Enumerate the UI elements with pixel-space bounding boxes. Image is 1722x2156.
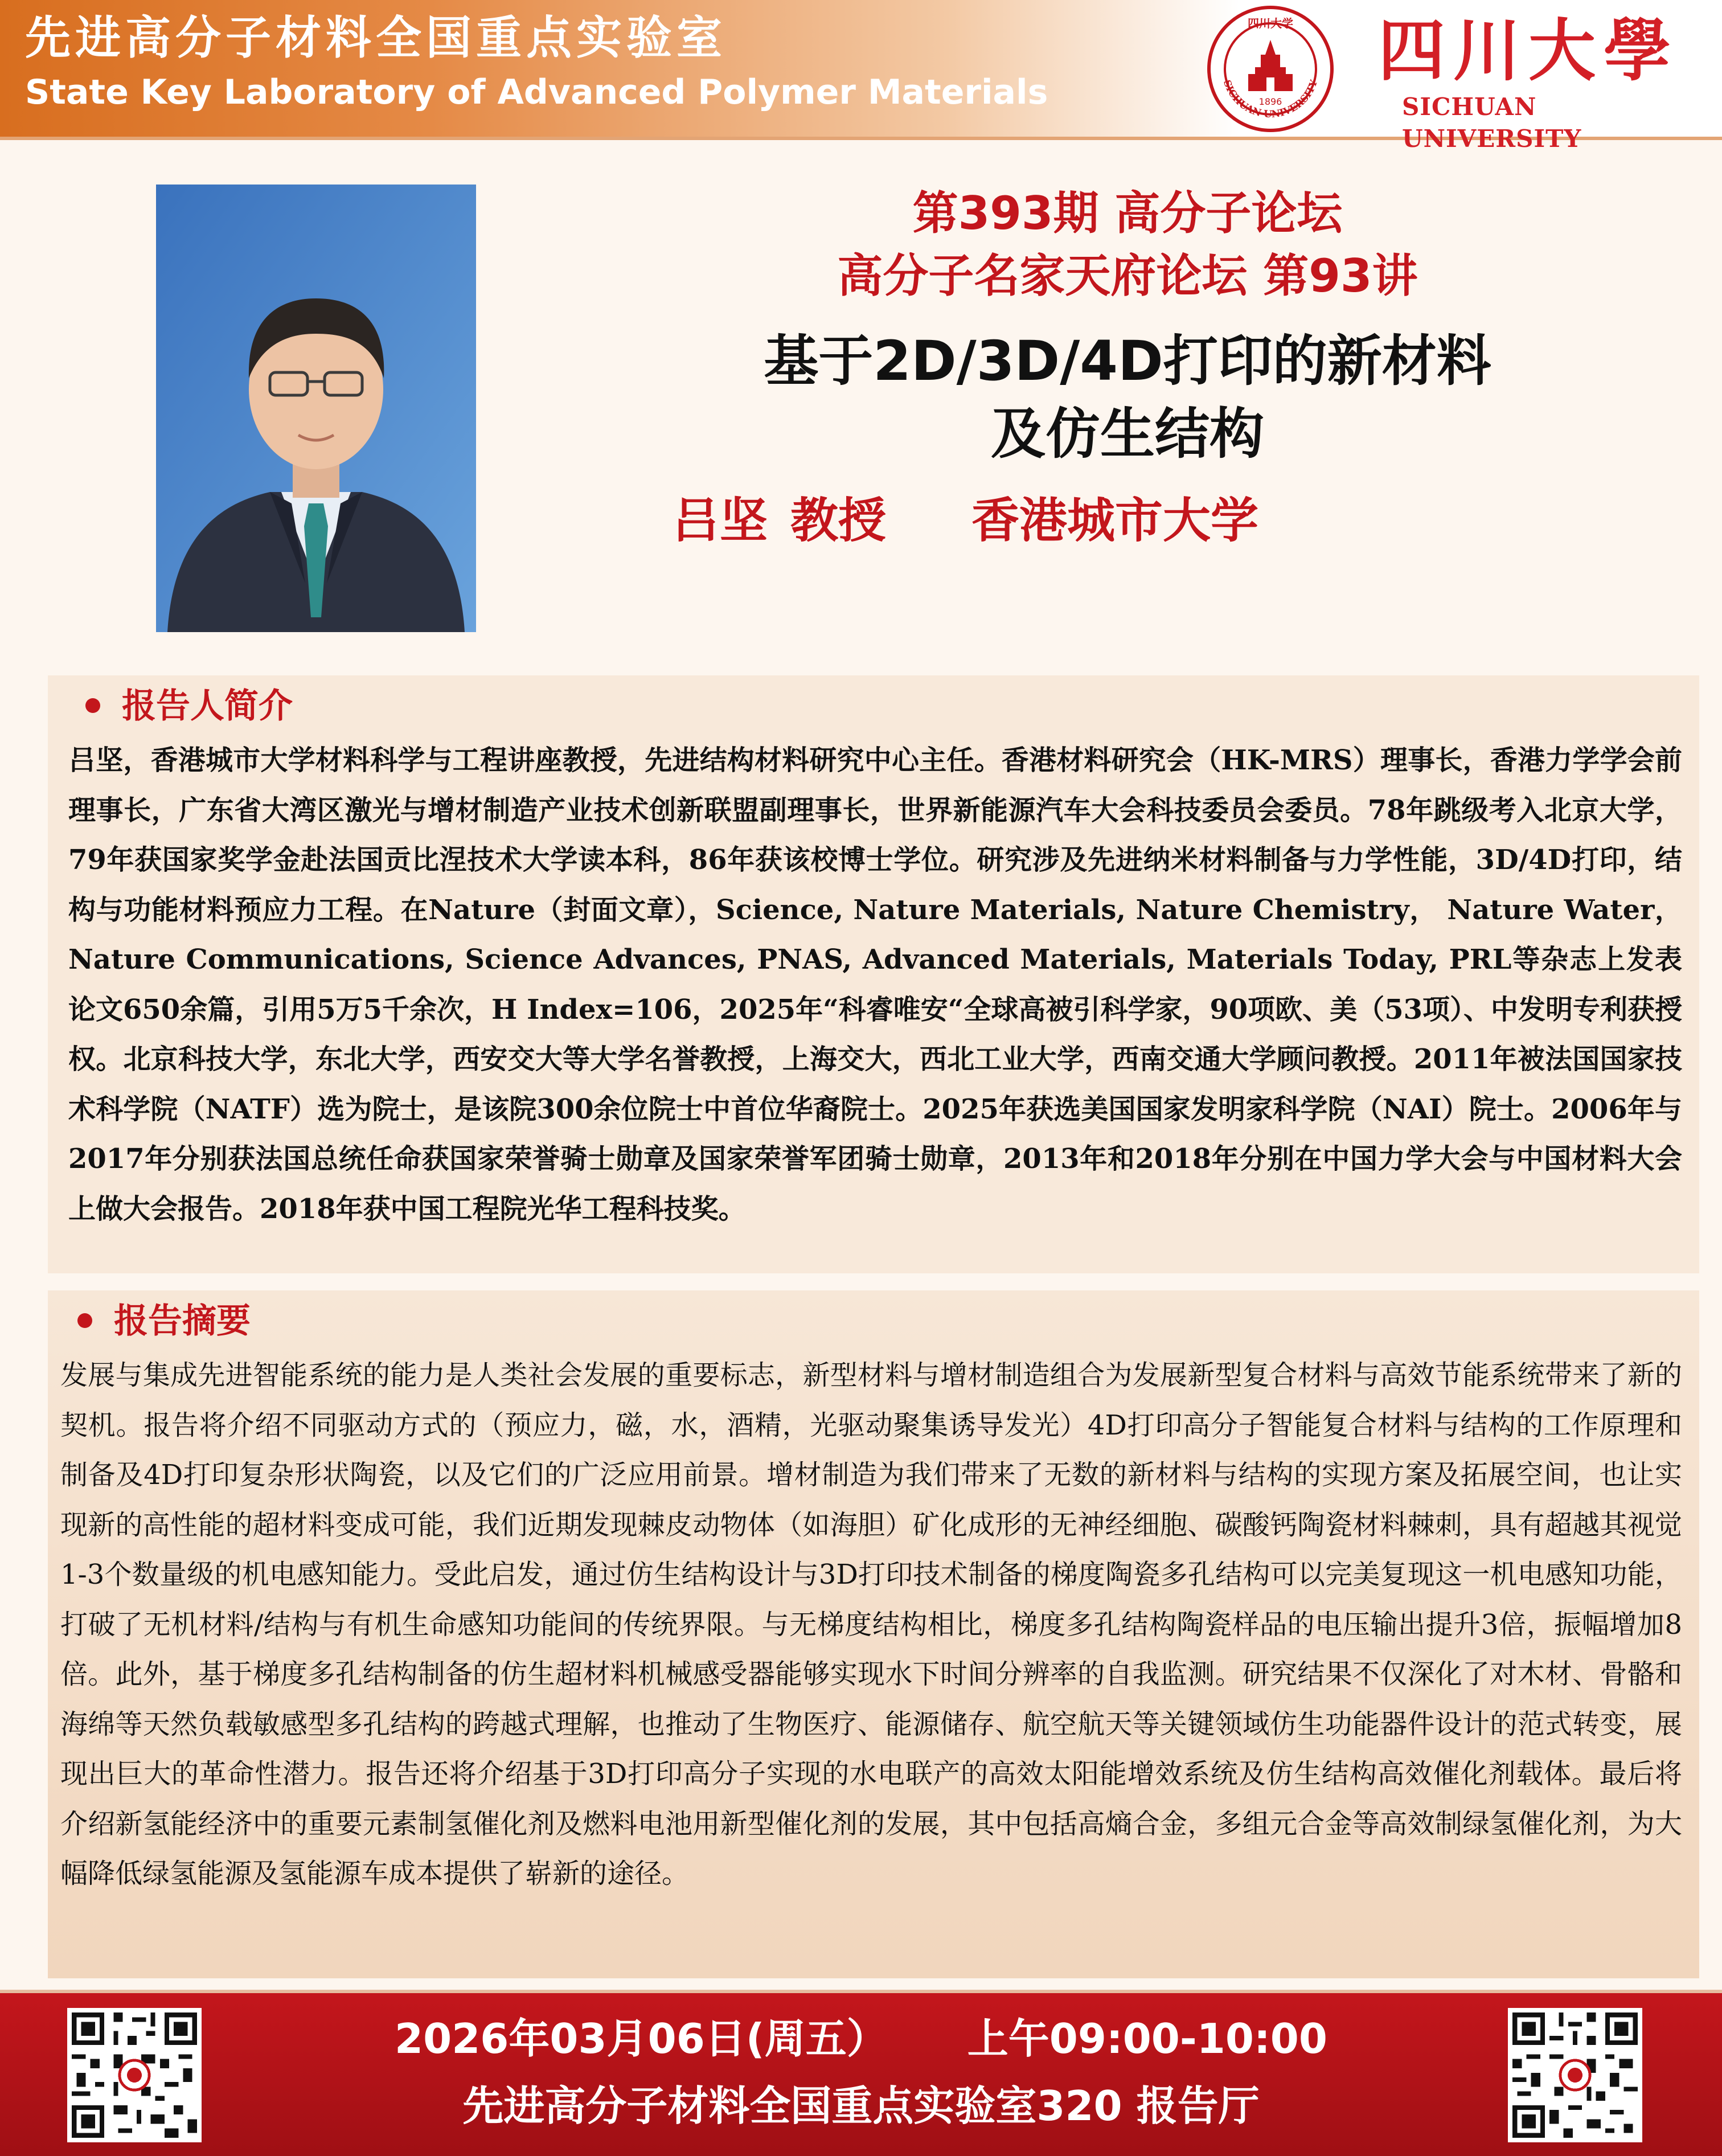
speaker-title: 教授 [790, 493, 887, 548]
issue-title: 第393期 高分子论坛 [912, 187, 1343, 240]
speaker-name: 吕坚 [672, 493, 768, 548]
abstract-text: 发展与集成先进智能系统的能力是人类社会发展的重要标志，新型材料与增材制造组合为发展新型复合材料与高效节能系统带来了新的契机。报告将介绍不同驱动方式的（预应力，磁，水，酒精，光驱动聚集诱导发光）4D打印高分子智能复合材料与结构的工作原理和制备及4D打印复杂形状陶瓷，以及它们的广泛应用前景。增材制造为我们带来了无数的新材料与结构的实现方案及拓展空间，也让实现新的高性能的超材料变成可能，我们近期发现棘皮动物体（如海胆）矿化成形的无神经细胞、碳酸钙陶瓷材料棘刺，具有超越其视觉1-3个数量级的机电感知能力。受此启发，通过仿生结构设计与3D打印技术制备的梯度陶瓷多孔结构可以完美复现这一机电感知功能，打破了无机材料/结构与有机生命感知功能间的传统界限。与无梯度结构相比，梯度多孔结构陶瓷样品的电压输出提升3倍，振幅增加8倍。此外，基于梯度多孔结构制备的仿生超材料机械感受器能够实现水下时间分辨率的自我监测。研究结果不仅深化了对木材、骨骼和海绵等天然负载敏感型多孔结构的跨越式理解，也推动了生物医疗、能源储存、航空航天等关键领域仿生功能器件设计的范式转变，展现出巨大的革命性潜力。报告还将介绍基于3D打印高分子实现的水电联产的高效太阳能增效系统及仿生结构高效催化剂载体。最后将介绍新氢能经济中的重要元素制氢催化剂及燃料电池用新型催化剂的发展，其中包括高熵合金，多组元合金等高效制绿氢催化剂，为大幅降低绿氢能源及氢能源车成本提供了崭新的途径。 [60, 1359, 1682, 1889]
bio-text: 吕坚，香港城市大学材料科学与工程讲座教授，先进结构材料研究中心主任。香港材料研究会（HK-MRS）理事长，香港力学学会前理事长，广东省大湾区激光与增材制造产业技术创新联盟副理事长，世界新能源汽车大会科技委员会委员。78年跳级考入北京大学，79年获国家奖学金赴法国贡比涅技术大学读本科，86年获该校博士学位。研究涉及先进纳米材料制备与力学性能，3D/4D打印，结构与功能材料预应力工程。在Nature（封面文章），Science, Nature Materials, Nature Chemistry， Nature Water，Nature Communications, Science Advances, PNAS, Advanced Materials, Materials Today, PRL等杂志上发表论文650余篇，引用5万5千余次，H Index=106，2025年“科睿唯安“全球高被引科学家，90项欧、美（53项）、中发明专利获授权。北京科技大学，东北大学，西安交大等大学名誉教授，上海交大，西北工业大学，西南交通大学顾问教授。2011年被法国国家技术科学院（NATF）选为院士，是该院300余位院士中首位华裔院士。2025年获选美国国家发明家科学院（NAI）院士。2006年与2017年分别获法国总统任命获国家荣誉骑士勋章及国家荣誉军团骑士勋章，2013年和2018年分别在中国力学大会与中国材料大会上做大会报告。2018年获中国工程院光华工程科技奖。 [68, 744, 1682, 1225]
bio-title: 报告人简介 [122, 686, 293, 726]
bullet-dot-icon [85, 698, 100, 713]
lecture-titles [569, 182, 1686, 554]
topic-title [569, 325, 1686, 470]
seal-year: 1896 [1258, 96, 1282, 107]
series-title: 高分子名家天府论坛 第93讲 [837, 249, 1418, 302]
abstract-title: 报告摘要 [114, 1301, 251, 1341]
header-banner [0, 0, 1722, 153]
lab-name-en: State Key Laboratory of Advanced Polymer Materials [25, 72, 1048, 112]
event-datetime [0, 2010, 1722, 2067]
university-name-en: SICHUAN UNIVERSITY [1402, 93, 1582, 153]
speaker-line [569, 487, 1686, 554]
event-time: 上午09:00-10:00 [967, 2015, 1327, 2063]
speaker-photo [156, 185, 476, 632]
footer-banner [0, 1990, 1722, 2156]
seal-top-text: 四川大学 [1248, 17, 1293, 30]
university-name-cn: 四川大學 [1378, 11, 1679, 90]
bio-heading [68, 675, 1682, 736]
topic-line-2: 及仿生结构 [991, 402, 1264, 466]
event-venue: 先进高分子材料全国重点实验室320 报告厅 [462, 2082, 1260, 2130]
speaker-affiliation: 香港城市大学 [971, 493, 1259, 548]
topic-line-1: 基于2D/3D/4D打印的新材料 [764, 329, 1491, 393]
speaker-portrait-icon [156, 185, 476, 632]
event-date: 2026年03月06日(周五） [395, 2015, 888, 2063]
seal-ring-text: SICHUAN UNIVERSITY [1220, 78, 1321, 121]
lab-name-cn: 先进高分子材料全国重点实验室 [25, 11, 727, 64]
bio-section [48, 675, 1699, 1273]
abstract-section [48, 1290, 1699, 1978]
bullet-dot-icon [77, 1313, 92, 1328]
qr-code-icon[interactable] [1508, 2008, 1642, 2142]
university-seal-icon [1206, 5, 1335, 133]
abstract-heading [60, 1290, 1682, 1351]
